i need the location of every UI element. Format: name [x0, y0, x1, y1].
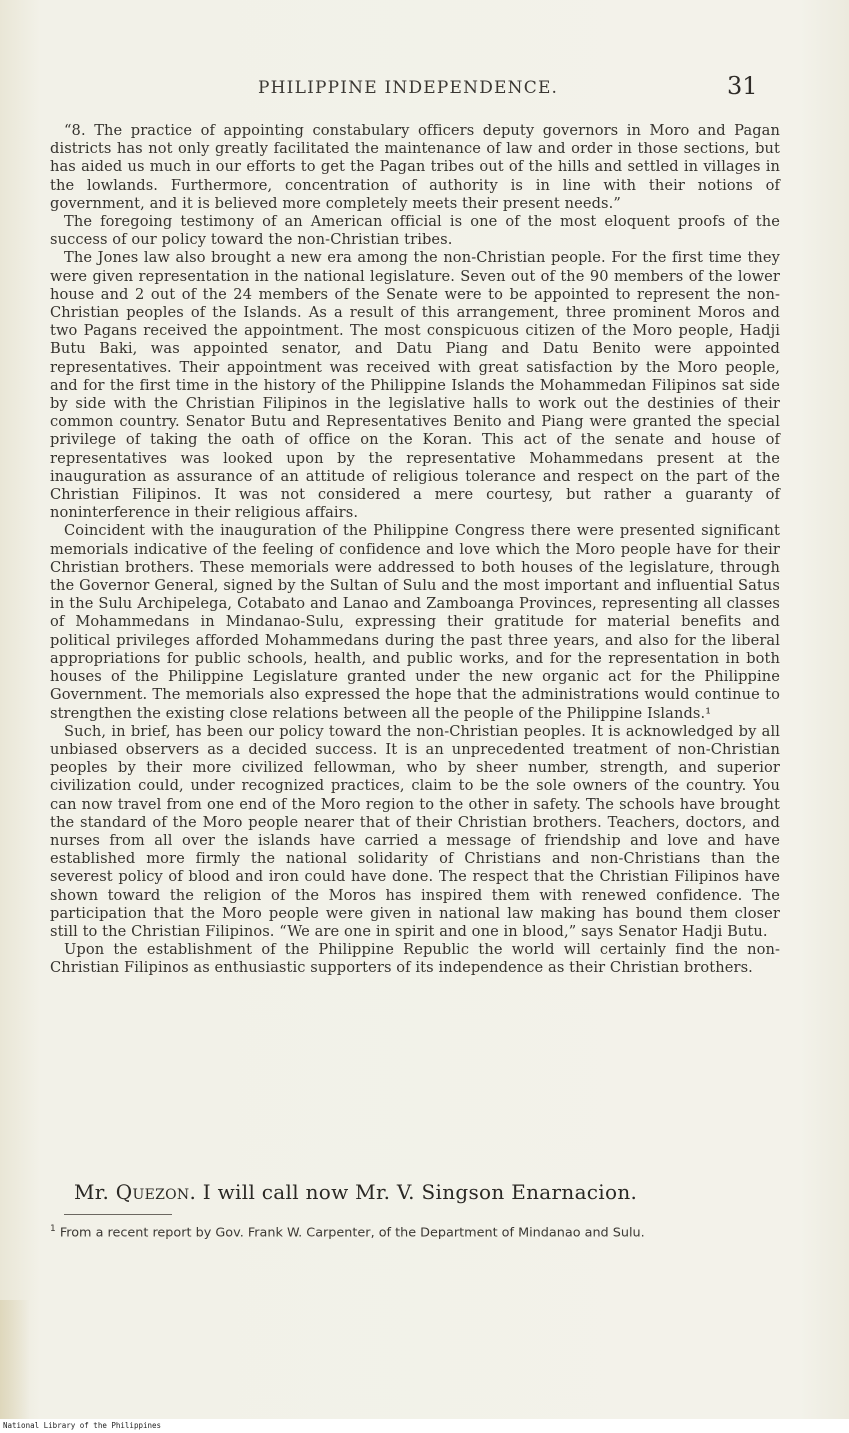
paragraph-quote: “8. The practice of appointing constabulary officers deputy governors in Moro and Pagan districts has not only greatly facilitated the maintenance of law and order in those sections, but has aided us much in our efforts to get the Pagan tribes out of the hills and settled in villages in the lowlands. Furthermore, concentration of authority is in line with their notions of government, and it is believed more completely meets their present needs.” — [50, 122, 780, 212]
page-header — [0, 74, 849, 102]
paragraph-memorials: Coincident with the inauguration of the Philippine Congress there were presented significant memorials indicative of the feeling of confidence and love which the Moro people have for their Christian brothers. These memorials were addressed to both houses of the legislature, through the Governor General, signed by the Sultan of Sulu and the most important and influential Satus in the Sulu Archipelega, Cotabato and Lanao and Zamboanga Provinces, representing all classes of Mohammedans in Mindanao-Sulu, expressing their gratitude for material benefits and political privileges afforded Mohammedans during the past three years, and also for the liberal appropriations for public schools, health, and public works, and for the representation in both houses of the Philippine Legislature granted under the new organic act for the Philippine Government. The memorials also expressed the hope that the administrations would continue to strengthen the existing close relations between all the people of the Philippine Islands.¹ — [50, 522, 780, 722]
speaker-remark: I will call now Mr. V. Singson Enarnacion. — [202, 1180, 638, 1204]
paragraph-republic: Upon the establishment of the Philippine Republic the world will certainly find the non-Christian Filipinos as enthusiastic supporters of its independence as their Christian brothers. — [50, 941, 780, 977]
speaker-title: Mr. — [74, 1180, 110, 1204]
paragraph-policy-summary: Such, in brief, has been our policy toward the non-Christian peoples. It is acknowledged by all unbiased observers as a decided success. It is an unprecedented treatment of non-Christian peoples by their more civilized fellowman, who by sheer number, strength, and superior civilization could, under recognized practices, claim to be the sole owners of the country. You can now travel from one end of the Moro region to the other in safety. The schools have brought the standard of the Moro people nearer that of their Christian brothers. Teachers, doctors, and nurses from all over the islands have carried a message of friendship and love and have established more firmly the national solidarity of Christians and non-Christians than the severest policy of blood and iron could have done. The respect that the Christian Filipinos have shown toward the religion of the Moros has inspired them with renewed confidence. The participation that the Moro people were given in national law making has bound them closer still to the Christian Filipinos. “We are one in spirit and one in blood,” says Senator Hadji Butu. — [50, 722, 780, 940]
footnote-text: From a recent report by Gov. Frank W. Carpenter, of the Department of Mindanao and Sulu. — [59, 1225, 645, 1241]
speaker-name: Quezon. — [115, 1180, 197, 1204]
footnote-rule — [64, 1214, 172, 1215]
paragraph-jones-law: The Jones law also brought a new era among the non-Christian people. For the first time they were given representation in the national legislature. Seven out of the 90 members of the lower house and 2 out of the 24 members of the Senate were to be appointed to represent the non-Christian peoples of the Islands. As a result of this arrangement, three prominent Moros and two Pagans received the appointment. The most conspicuous citizen of the Moro people, Hadji Butu Baki, was appointed senator, and Datu Piang and Datu Benito were appointed representatives. Their appointment was received with great satisfaction by the Moro people, and for the first time in the history of the Philippine Islands the Mohammedan Filipinos sat side by side with the Christian Filipinos in the legislative halls to work out the destinies of their common country. Senator Butu and Representatives Benito and Piang were granted the special privilege of taking the oath of office on the Koran. This act of the senate and house of representatives was looked upon by the representative Mohammedans present at the inauguration as assurance of an attitude of religious tolerance and respect on the part of the Christian Filipinos. It was not considered a mere courtesy, but rather a guaranty of noninterference in their religious affairs. — [50, 249, 780, 522]
page-edge-shade — [0, 1300, 30, 1420]
body-text — [50, 122, 780, 978]
footnote-marker: 1 — [50, 1224, 56, 1234]
library-stamp: National Library of the Philippines — [0, 1421, 164, 1430]
footnote — [50, 1222, 790, 1240]
speaker-line — [74, 1180, 774, 1204]
paragraph-testimony: The foregoing testimony of an American official is one of the most eloquent proofs of the success of our policy toward the non-Christian tribes. — [50, 213, 780, 249]
running-head: PHILIPPINE INDEPENDENCE. — [258, 78, 559, 98]
page-number: 31 — [727, 72, 758, 100]
